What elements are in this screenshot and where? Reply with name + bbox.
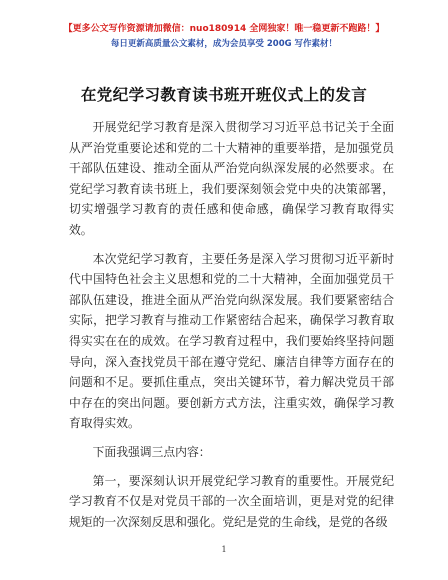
promo-banner-line-1: 【更多公文写作资源请加微信：nuo180914 全网独家！唯一稳更新不跑路！】 — [63, 24, 385, 34]
paragraph-intro: 开展党纪学习教育是深入贯彻学习习近平总书记关于全面从严治党重要论述和党的二十大精神的重要举措，是加强党员干部队伍建设、推动全面从严治党向纵深发展的必然要求。在党纪学习教育读书班上，我们要深刻领会党中央的决策部署，切实增强学习教育的责任感和使命感，确保学习教育取得实效。 — [69, 120, 394, 237]
paragraph-transition: 下面我强调三点内容： — [92, 444, 211, 459]
paragraph-tasks: 本次党纪学习教育，主要任务是深入学习贯彻习近平新时代中国特色社会主义思想和党的二十大精神，全面加强党员干部队伍建设，推进全面从严治党向纵深发展。我们要紧密结合实际，把学习教育与推动工作紧密结合起来，确保学习教育取得实实在在的成效。在学习教育过程中，我们要始终坚持问题导向，深入查找党员干部在遵守党纪、廉洁自律等方面存在的问题和不足。要抓住重点，突出关键环节，着力解决党员干部中存在的突出问题。要创新方式方法，注重实效，确保学习教育取得实效。 — [69, 251, 394, 431]
paragraph-point-one: 第一，要深刻认识开展党纪学习教育的重要性。开展党纪学习教育不仅是对党员干部的一次全面培训，更是对党的纪律规矩的一次深刻反思和强化。党纪是党的生命线，是党的各级 — [69, 473, 394, 529]
document-title: 在党纪学习教育读书班开班仪式上的发言 — [80, 85, 368, 104]
document-body — [69, 117, 394, 532]
promo-banner-line-2: 每日更新高质量公文素材，成为会员享受 200G 写作素材！ — [110, 39, 338, 49]
page-number: 1 — [221, 545, 227, 554]
